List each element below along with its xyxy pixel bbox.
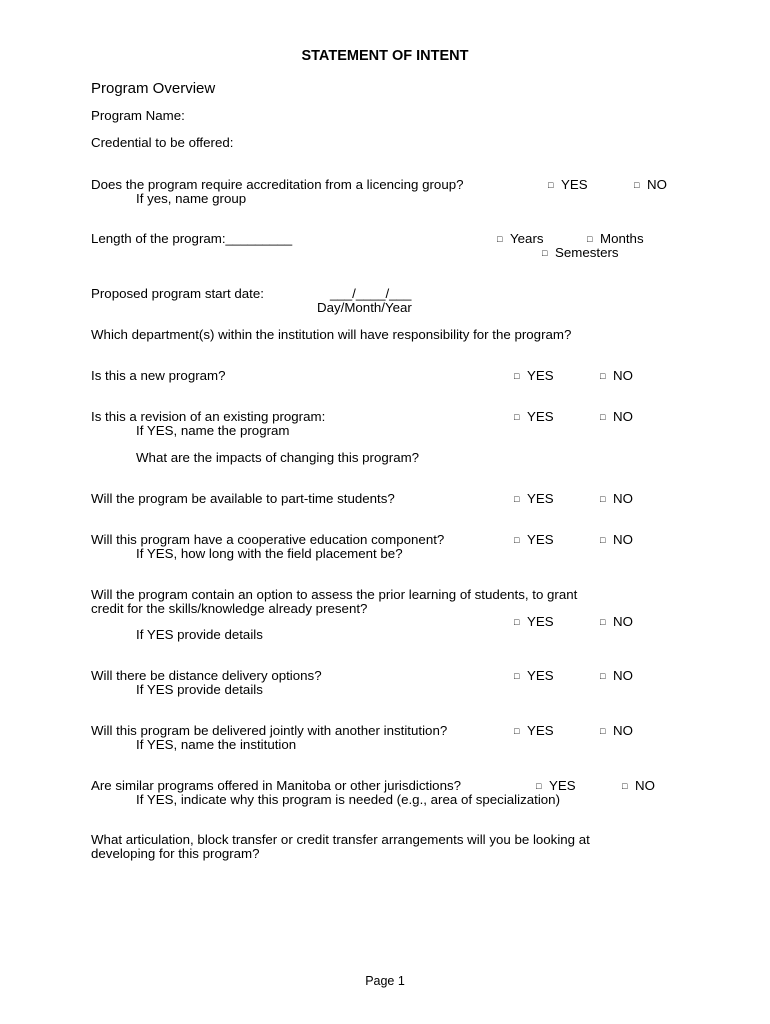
page-title: STATEMENT OF INTENT [301,48,469,64]
checkbox-icon: □ [600,494,606,504]
coop-no-checkbox[interactable]: □ NO [600,532,633,547]
start-date-blank[interactable]: ___/____/___ [330,286,412,301]
new-program-yes-checkbox[interactable]: □ YES [514,368,554,383]
joint-yes-checkbox[interactable]: □ YES [514,723,554,738]
joint-sub: If YES, name the institution [136,737,297,752]
start-date-question: Proposed program start date: [91,286,264,301]
checkbox-icon: □ [600,412,606,422]
checkbox-icon: □ [514,617,520,627]
accreditation-no-checkbox[interactable]: □ NO [634,177,667,192]
part-time-question: Will the program be available to part-time students? [91,491,395,506]
accreditation-question: Does the program require accreditation from a licencing group? [91,177,464,192]
articulation-question-line2: developing for this program? [91,846,260,861]
distance-yes-checkbox[interactable]: □ YES [514,668,554,683]
similar-question: Are similar programs offered in Manitoba or other jurisdictions? [91,778,462,793]
section-heading: Program Overview [91,80,216,97]
prior-learning-yes-checkbox[interactable]: □ YES [514,614,554,629]
departments-question: Which department(s) within the institution will have responsibility for the program? [91,327,572,342]
checkbox-icon: □ [514,412,520,422]
program-name-label: Program Name: [91,108,185,123]
checkbox-icon: □ [600,617,606,627]
revision-sub: If YES, name the program [136,423,290,438]
checkbox-icon: □ [634,180,640,190]
accreditation-yes-checkbox[interactable]: □ YES [548,177,588,192]
prior-learning-sub: If YES provide details [136,627,263,642]
checkbox-icon: □ [514,494,520,504]
distance-no-checkbox[interactable]: □ NO [600,668,633,683]
accreditation-sub: If yes, name group [136,191,247,206]
similar-no-checkbox[interactable]: □ NO [622,778,655,793]
length-years-checkbox[interactable]: □ Years [497,231,544,246]
coop-sub: If YES, how long with the field placement be? [136,546,403,561]
similar-yes-checkbox[interactable]: □ YES [536,778,576,793]
length-months-checkbox[interactable]: □ Months [587,231,644,246]
checkbox-icon: □ [600,535,606,545]
distance-sub: If YES provide details [136,682,263,697]
checkbox-icon: □ [536,781,542,791]
length-question: Length of the program:_________ [91,231,293,246]
length-semesters-checkbox[interactable]: □ Semesters [542,245,619,260]
prior-learning-no-checkbox[interactable]: □ NO [600,614,633,629]
checkbox-icon: □ [548,180,554,190]
new-program-question: Is this a new program? [91,368,226,383]
checkbox-icon: □ [497,234,503,244]
revision-yes-checkbox[interactable]: □ YES [514,409,554,424]
prior-learning-question-line1: Will the program contain an option to assess the prior learning of students, to grant [91,587,578,602]
coop-question: Will this program have a cooperative education component? [91,532,445,547]
checkbox-icon: □ [514,535,520,545]
start-date-format: Day/Month/Year [317,300,412,315]
checkbox-icon: □ [600,671,606,681]
distance-question: Will there be distance delivery options? [91,668,322,683]
part-time-yes-checkbox[interactable]: □ YES [514,491,554,506]
checkbox-icon: □ [514,726,520,736]
new-program-no-checkbox[interactable]: □ NO [600,368,633,383]
checkbox-icon: □ [514,671,520,681]
checkbox-icon: □ [514,371,520,381]
articulation-question-line1: What articulation, block transfer or credit transfer arrangements will you be looking at [91,832,590,847]
checkbox-icon: □ [587,234,593,244]
coop-yes-checkbox[interactable]: □ YES [514,532,554,547]
joint-no-checkbox[interactable]: □ NO [600,723,633,738]
similar-sub: If YES, indicate why this program is needed (e.g., area of specialization) [136,792,561,807]
checkbox-icon: □ [600,371,606,381]
page-number: Page 1 [365,974,405,988]
revision-question: Is this a revision of an existing program: [91,409,326,424]
part-time-no-checkbox[interactable]: □ NO [600,491,633,506]
checkbox-icon: □ [622,781,628,791]
revision-sub2: What are the impacts of changing this program? [136,450,420,465]
checkbox-icon: □ [600,726,606,736]
prior-learning-question-line2: credit for the skills/knowledge already present? [91,601,368,616]
checkbox-icon: □ [542,248,548,258]
revision-no-checkbox[interactable]: □ NO [600,409,633,424]
joint-question: Will this program be delivered jointly with another institution? [91,723,448,738]
credential-label: Credential to be offered: [91,135,234,150]
